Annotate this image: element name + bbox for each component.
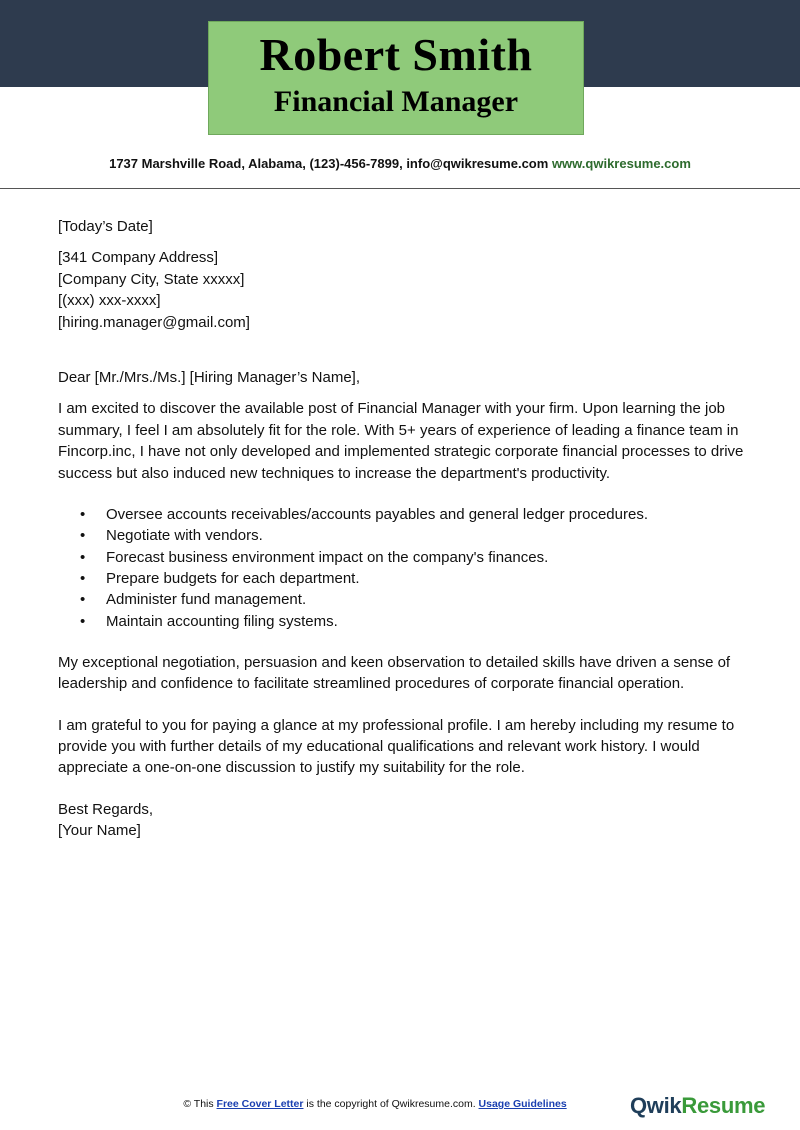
signature: [Your Name] xyxy=(58,822,141,840)
free-cover-letter-link[interactable]: Free Cover Letter xyxy=(216,1098,304,1110)
list-item: • Maintain accounting filing systems. xyxy=(106,611,748,632)
applicant-name: Robert Smith xyxy=(259,29,533,80)
logo-part-resume: Resume xyxy=(681,1093,766,1118)
qwikresume-logo xyxy=(630,1093,765,1119)
usage-guidelines-link[interactable]: Usage Guidelines xyxy=(478,1098,567,1110)
list-item: • Administer fund management. xyxy=(106,589,748,610)
recipient-line: [hiring.manager@gmail.com] xyxy=(58,313,250,331)
closing-phrase: Best Regards, xyxy=(58,800,154,818)
recipient-line: [Company City, State xxxxx] xyxy=(58,270,245,288)
recipient-line: [(xxx) xxx-xxxx] xyxy=(58,292,161,310)
footer-middle: is the copyright of Qwikresume.com. xyxy=(303,1098,479,1110)
list-item: • Negotiate with vendors. xyxy=(106,525,748,546)
list-item: • Prepare budgets for each department. xyxy=(106,568,748,589)
salutation: Dear [Mr./Mrs./Ms.] [Hiring Manager’s Name], xyxy=(58,369,361,387)
closing-paragraph: I am grateful to you for paying a glance at my professional profile. I am hereby including my resume to provide you with further details of my educational qualifications and relevant work history. I would appreciate a one-on-one discussion to justify my suitability for the role. xyxy=(58,716,735,777)
list-item: • Forecast business environment impact on the company's finances. xyxy=(106,547,748,568)
list-item: • Oversee accounts receivables/accounts payables and general ledger procedures. xyxy=(106,504,748,525)
intro-paragraph: I am excited to discover the available post of Financial Manager with your firm. Upon learning the job summary, I feel I am absolutely fit for the role. With 5+ years of experience of leading a finance team in Fincorp.inc, I have not only developed and implemented strategic corporate financial processes to drive success but also induced new techniques to increase the department's productivity. xyxy=(58,400,744,482)
contact-line xyxy=(0,156,800,171)
job-title: Financial Manager xyxy=(273,85,519,118)
responsibility-list xyxy=(58,504,748,632)
header-divider xyxy=(0,188,800,189)
name-box xyxy=(208,21,584,135)
website-link[interactable]: www.qwikresume.com xyxy=(551,156,691,171)
letter-body xyxy=(58,216,748,842)
skills-paragraph: My exceptional negotiation, persuasion and keen observation to detailed skills have driven a sense of leadership and confidence to facilitate streamlined procedures of corporate financial operation. xyxy=(58,653,731,693)
letter-date: [Today’s Date] xyxy=(58,218,153,235)
recipient-line: [341 Company Address] xyxy=(58,249,219,267)
contact-details: 1737 Marshville Road, Alabama, (123)-456-7899, info@qwikresume.com xyxy=(109,156,549,171)
logo-part-qwik: Qwik xyxy=(630,1093,682,1118)
recipient-block xyxy=(58,247,748,333)
footer-prefix: © This xyxy=(183,1098,217,1110)
